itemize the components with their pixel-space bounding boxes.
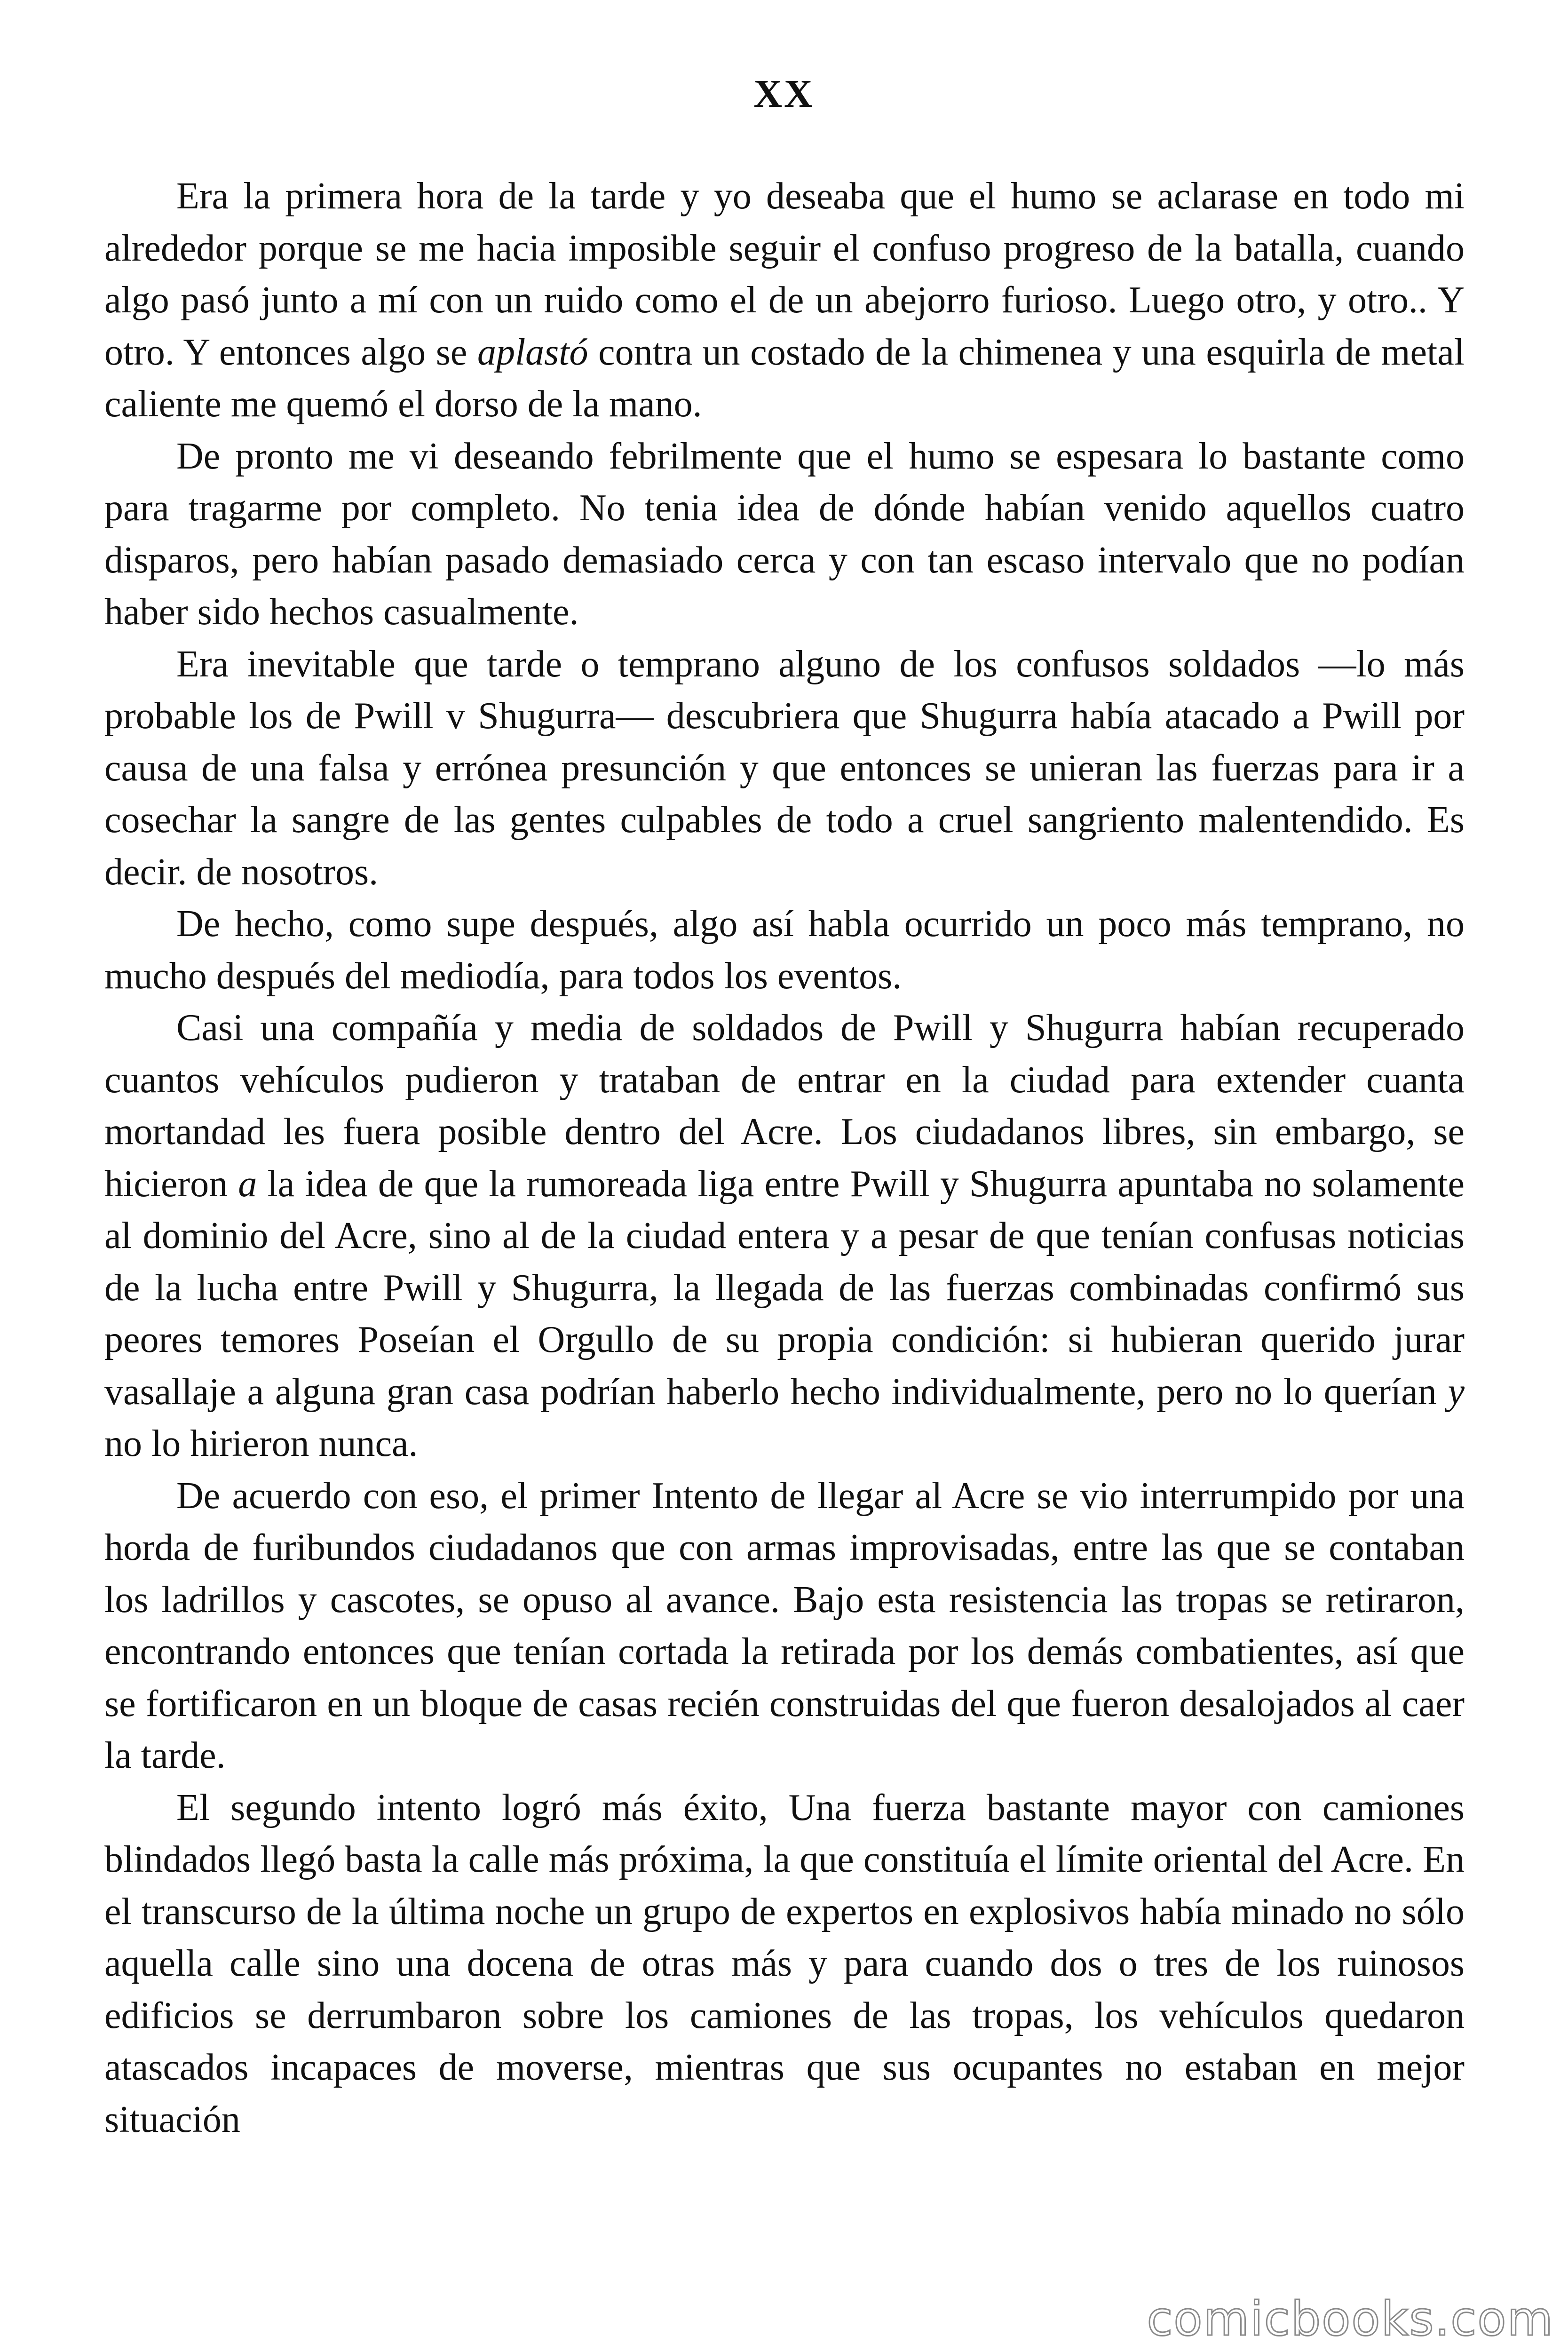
text-run: De pronto me vi deseando febrilmente que el humo se espesara lo bastante como para tragarme por completo. No tenia idea de dónde habían venido aquellos cuatro disparos, pero habían pasado demasiado cerca y con tan escaso intervalo que no podían haber sido hechos casualmente.: [104, 435, 1465, 633]
italic-text-run: aplastó: [477, 331, 588, 373]
paragraph: [104, 638, 1465, 898]
italic-text-run: a: [238, 1163, 257, 1205]
paragraph: [104, 1002, 1465, 1470]
text-run: De acuerdo con eso, el primer Intento de llegar al Acre se vio interrumpido por una horda de furibundos ciudadanos que con armas improvisadas, entre las que se contaban los ladrillos y cascotes, se opuso al avance. Bajo esta resistencia las tropas se retiraron, encontrando entonces que tenían cortada la retirada por los demás combatientes, así que se fortificaron en un bloque de casas recién construidas del que fueron desalojados al caer la tarde.: [104, 1475, 1465, 1776]
text-run: De hecho, como supe después, algo así habla ocurrido un poco más temprano, no mucho después del mediodía, para todos los eventos.: [104, 903, 1465, 997]
paragraph: [104, 170, 1465, 430]
text-run: la idea de que la rumoreada liga entre Pwill y Shugurra apuntaba no solamente al dominio del Acre, sino al de la ciudad entera y a pesar de que tenían confusas noticias de la lucha entre Pwill y Shugurra, la llegada de las fuerzas combinadas confirmó sus peores temores Poseían el Orgullo de su propia condición: si hubieran querido jurar vasallaje a alguna gran casa podrían haberlo hecho individualmente, pero no lo querían: [104, 1163, 1465, 1413]
italic-text-run: y: [1448, 1371, 1465, 1413]
text-run: Casi una compañía y media de soldados de Pwill y Shugurra habían recuperado cuantos vehículos pudieron y trataban de entrar en la ciudad para extender cuanta mortandad les fuera posible dentro del Acre. Los ciudadanos libres, sin embargo, se hicieron: [104, 1007, 1465, 1205]
text-run: contra un costado de la chimenea y una esquirla de metal caliente me quemó el dorso de la mano.: [104, 331, 1465, 425]
watermark: comicbooks.com: [1147, 2291, 1554, 2346]
text-run: no lo hirieron nunca.: [104, 1423, 418, 1464]
chapter-title: XX: [753, 72, 815, 116]
text-run: Era la primera hora de la tarde y yo deseaba que el humo se aclarase en todo mi alrededor porque se me hacia imposible seguir el confuso progreso de la batalla, cuando algo pasó junto a mí con un ruido como el de un abejorro furioso. Luego otro, y otro.. Y otro. Y entonces algo se: [104, 175, 1465, 373]
paragraph: [104, 1470, 1465, 1782]
paragraph: [104, 1782, 1465, 2146]
paragraph: [104, 898, 1465, 1002]
paragraph: [104, 430, 1465, 638]
text-run: El segundo intento logró más éxito, Una fuerza bastante mayor con camiones blindados llegó basta la calle más próxima, la que constituía el límite oriental del Acre. En el transcurso de la última noche un grupo de expertos en explosivos había minado no sólo aquella calle sino una docena de otras más y para cuando dos o tres de los ruinosos edificios se derrumbaron sobre los camiones de las tropas, los vehículos quedaron atascados incapaces de moverse, mientras que sus ocupantes no estaban en mejor situación: [104, 1787, 1465, 2140]
chapter-body: [104, 170, 1465, 2145]
text-run: Era inevitable que tarde o temprano alguno de los confusos soldados —lo más probable los de Pwill v Shugurra— descubriera que Shugurra había atacado a Pwill por causa de una falsa y errónea presunción y que entonces se unieran las fuerzas para ir a cosechar la sangre de las gentes culpables de todo a cruel sangriento malentendido. Es decir. de nosotros.: [104, 643, 1465, 893]
